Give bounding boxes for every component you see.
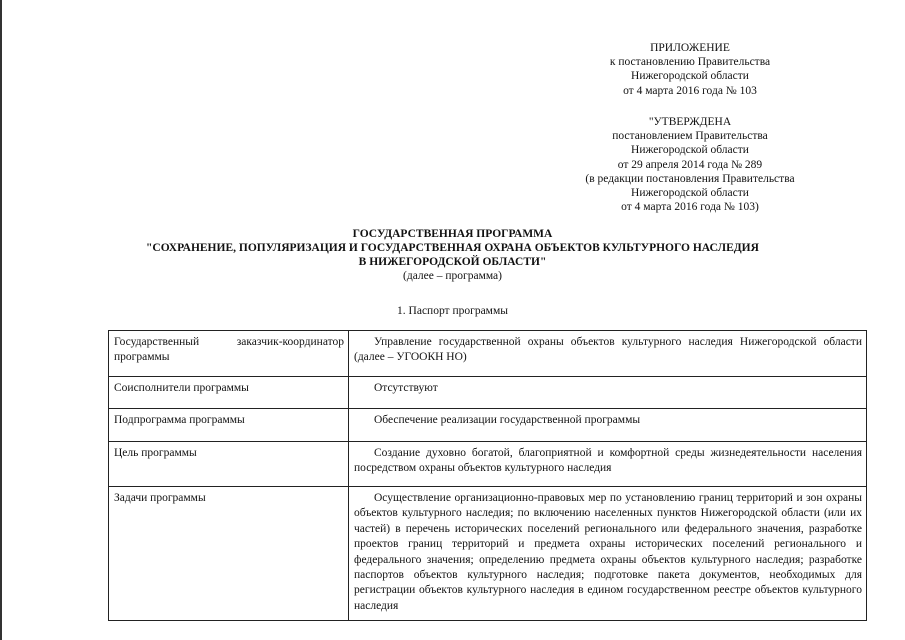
appendix-title: ПРИЛОЖЕНИЕ bbox=[650, 42, 730, 54]
program-type: ГОСУДАРСТВЕННАЯ ПРОГРАММА bbox=[352, 228, 553, 240]
appendix-block bbox=[560, 41, 820, 98]
program-alias: (далее – программа) bbox=[403, 270, 502, 282]
appendix-line: от 4 марта 2016 года № 103 bbox=[623, 84, 757, 97]
table-row bbox=[109, 377, 867, 409]
approval-line: Нижегородской области bbox=[631, 187, 749, 200]
approval-block bbox=[560, 115, 820, 214]
approval-line: (в редакции постановления Правительства bbox=[585, 172, 795, 185]
approval-line: от 4 марта 2016 года № 103) bbox=[621, 201, 759, 214]
row-label: Подпрограмма программы bbox=[109, 409, 349, 442]
program-title-cont: В НИЖЕГОРОДСКОЙ ОБЛАСТИ" bbox=[358, 256, 547, 268]
section-title: 1. Паспорт программы bbox=[397, 305, 508, 317]
approval-line: от 29 апреля 2014 года № 289 bbox=[617, 158, 763, 171]
approval-title: "УТВЕРЖДЕНА bbox=[648, 116, 732, 128]
row-value: Управление государственной охраны объектов культурного наследия Нижегородской области (далее – УГООКН НО) bbox=[349, 331, 867, 377]
approval-line: Нижегородской области bbox=[631, 144, 749, 157]
table-row bbox=[109, 331, 867, 377]
row-label-text: Государственный заказчик-координатор программы bbox=[114, 336, 344, 364]
approval-line: постановлением Правительства bbox=[612, 130, 768, 143]
scan-edge bbox=[0, 0, 2, 640]
row-label bbox=[109, 331, 349, 377]
row-value: Отсутствуют bbox=[349, 377, 867, 409]
row-label: Задачи программы bbox=[109, 487, 349, 621]
row-value: Осуществление организационно-правовых мер по установлению границ территорий и зон охраны объектов культурного наследия; по включению населенных пунктов Нижегородской области (или их частей) в перечень исторических поселений регионального или федерального значения, разработке проектов границ территорий и предмета охраны исторических поселений регионального и федерального значения; определению предмета охраны объектов культурного наследия; разработке паспортов объектов культурного наследия; подготовке пакета документов, необходимых для регистрации объектов культурного наследия в едином государственном реестре объектов культурного наследия bbox=[349, 487, 867, 621]
appendix-line: Нижегородской области bbox=[631, 70, 749, 83]
row-label: Соисполнители программы bbox=[109, 377, 349, 409]
table-row bbox=[109, 487, 867, 621]
appendix-line: к постановлению Правительства bbox=[609, 56, 771, 69]
row-label: Цель программы bbox=[109, 442, 349, 487]
row-value: Обеспечение реализации государственной программы bbox=[349, 409, 867, 442]
passport-table bbox=[108, 330, 867, 621]
row-value: Создание духовно богатой, благоприятной и комфортной среды жизнедеятельности населения посредством охраны объектов культурного наследия bbox=[349, 442, 867, 487]
table-row bbox=[109, 409, 867, 442]
program-heading bbox=[0, 227, 905, 283]
program-title: "СОХРАНЕНИЕ, ПОПУЛЯРИЗАЦИЯ И ГОСУДАРСТВЕННАЯ ОХРАНА ОБЪЕКТОВ КУЛЬТУРНОГО НАСЛЕДИЯ bbox=[146, 242, 759, 254]
table-row bbox=[109, 442, 867, 487]
